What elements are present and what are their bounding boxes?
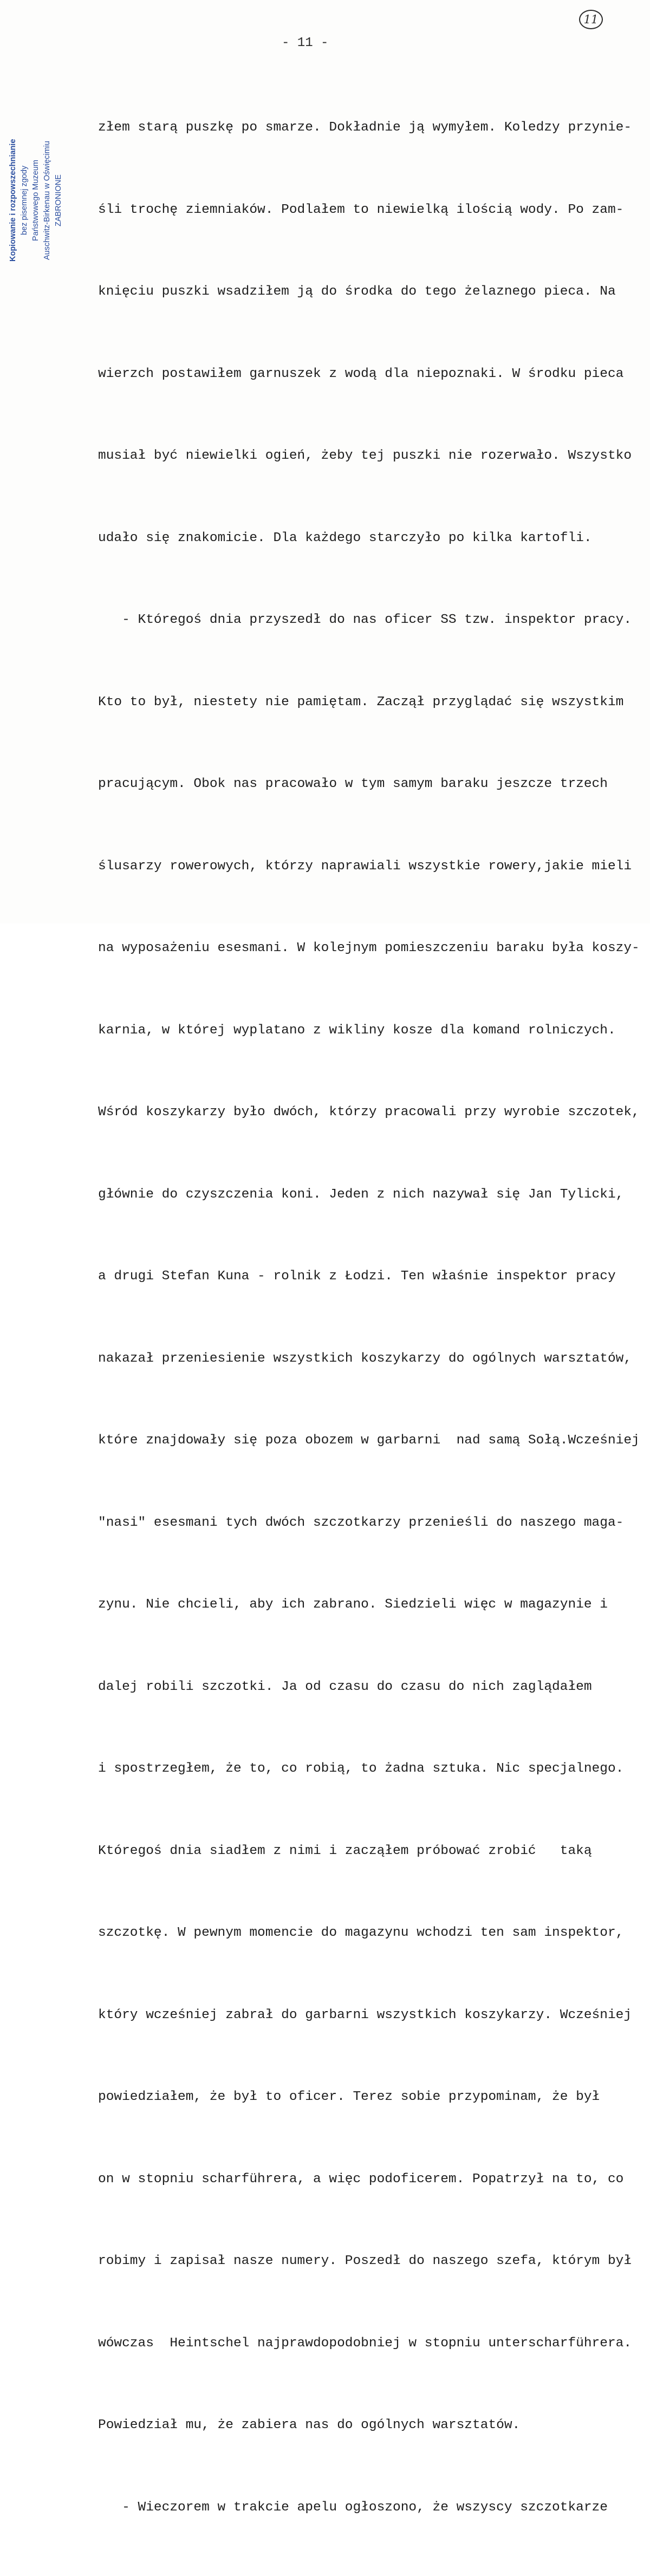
text-line: szczotkę. W pewnym momencie do magazynu wchodzi ten sam inspektor, <box>98 1926 624 1940</box>
text-line: które znajdowały się poza obozem w garbarni nad samą Sołą.Wcześniej <box>98 1433 640 1448</box>
text-line: i spostrzegłem, że to, co robią, to żadna sztuka. Nic specjalnego. <box>98 1761 624 1776</box>
text-line: zynu. Nie chcieli, aby ich zabrano. Siedzieli więc w magazynie i <box>98 1597 608 1612</box>
text-line: nakazał przeniesienie wszystkich koszykarzy do ogólnych warsztatów, <box>98 1351 632 1366</box>
text-line: robimy i zapisał nasze numery. Poszedł do naszego szefa, którym był <box>98 2254 632 2268</box>
text-line: on w stopniu scharführera, a więc podoficerem. Popatrzył na to, co <box>98 2171 624 2187</box>
circled-page-number: 11 <box>579 10 603 29</box>
stamp-line: Kopiowanie i rozpowszechnianie <box>9 139 17 262</box>
text-line: złem starą puszkę po smarze. Dokładnie ją wymyłem. Koledzy przynie- <box>98 120 632 135</box>
text-line: wierzch postawiłem garnuszek z wodą dla niepoznaki. W środku pieca <box>98 366 624 381</box>
text-line: knięciu puszki wsadziłem ją do środka do tego żelaznego pieca. Na <box>98 284 616 299</box>
text-line: na wyposażeniu esesmani. W kolejnym pomieszczeniu baraku była koszy- <box>98 941 640 955</box>
text-line: wówczas Heintschel najprawdopodobniej w stopniu unterscharführera. <box>98 2336 632 2351</box>
text-line: "nasi" esesmani tych dwóch szczotkarzy przenieśli do naszego maga- <box>98 1515 624 1530</box>
text-line: udało się znakomicie. Dla każdego starczyło po kilka kartofli. <box>98 530 592 545</box>
text-line: śli trochę ziemniaków. Podlałem to niewielką ilością wody. Po zam- <box>98 202 624 217</box>
text-line: powiedziałem, że był to oficer. Terez sobie przypominam, że był <box>98 2090 600 2104</box>
text-line: ślusarzy rowerowych, którzy naprawiali wszystkie rowery,jakie mieli <box>98 858 632 874</box>
text-line: Wśród koszykarzy było dwóch, którzy pracowali przy wyrobie szczotek, <box>98 1105 640 1120</box>
text-line: - Któregoś dnia przyszedł do nas oficer SS tzw. inspektor pracy. <box>98 613 632 627</box>
text-line: Któregoś dnia siadłem z nimi i zacząłem próbować zrobić taką <box>98 1843 592 1858</box>
text-line: Powiedział mu, że zabiera nas do ogólnych warsztatów. <box>98 2418 521 2432</box>
copyright-stamp <box>8 127 64 274</box>
text-line: dalej robili szczotki. Ja od czasu do czasu do nich zaglądałem <box>98 1679 592 1694</box>
text-line: a drugi Stefan Kuna - rolnik z Łodzi. Ten właśnie inspektor pracy <box>98 1269 616 1284</box>
stamp-line: bez pisemnej zgody <box>20 165 29 236</box>
text-line: musiał być niewielki ogień, żeby tej puszki nie rozerwało. Wszystko <box>98 448 632 463</box>
text-line: karnia, w której wyplatano z wikliny kosze dla komand rolniczych. <box>98 1023 616 1038</box>
stamp-line: Państwowego Muzeum <box>31 160 40 241</box>
text-line: - Wieczorem w trakcie apelu ogłoszono, że wszyscy szczotkarze <box>98 2500 608 2515</box>
typed-text-body <box>98 60 640 2576</box>
text-line: pracującym. Obok nas pracowało w tym samym baraku jeszcze trzech <box>98 777 608 791</box>
stamp-line: ZABRONIONE <box>54 174 63 226</box>
text-line: Kto to był, niestety nie pamiętam. Zaczął przyglądać się wszystkim <box>98 694 624 710</box>
text-line: głównie do czyszczenia koni. Jeden z nich nazywał się Jan Tylicki, <box>98 1187 624 1202</box>
text-line: który wcześniej zabrał do garbarni wszystkich koszykarzy. Wcześniej <box>98 2007 632 2022</box>
stamp-line: Auschwitz-Birkenau w Oświęcimiu <box>43 141 51 260</box>
page-number: - 11 - <box>282 36 329 50</box>
